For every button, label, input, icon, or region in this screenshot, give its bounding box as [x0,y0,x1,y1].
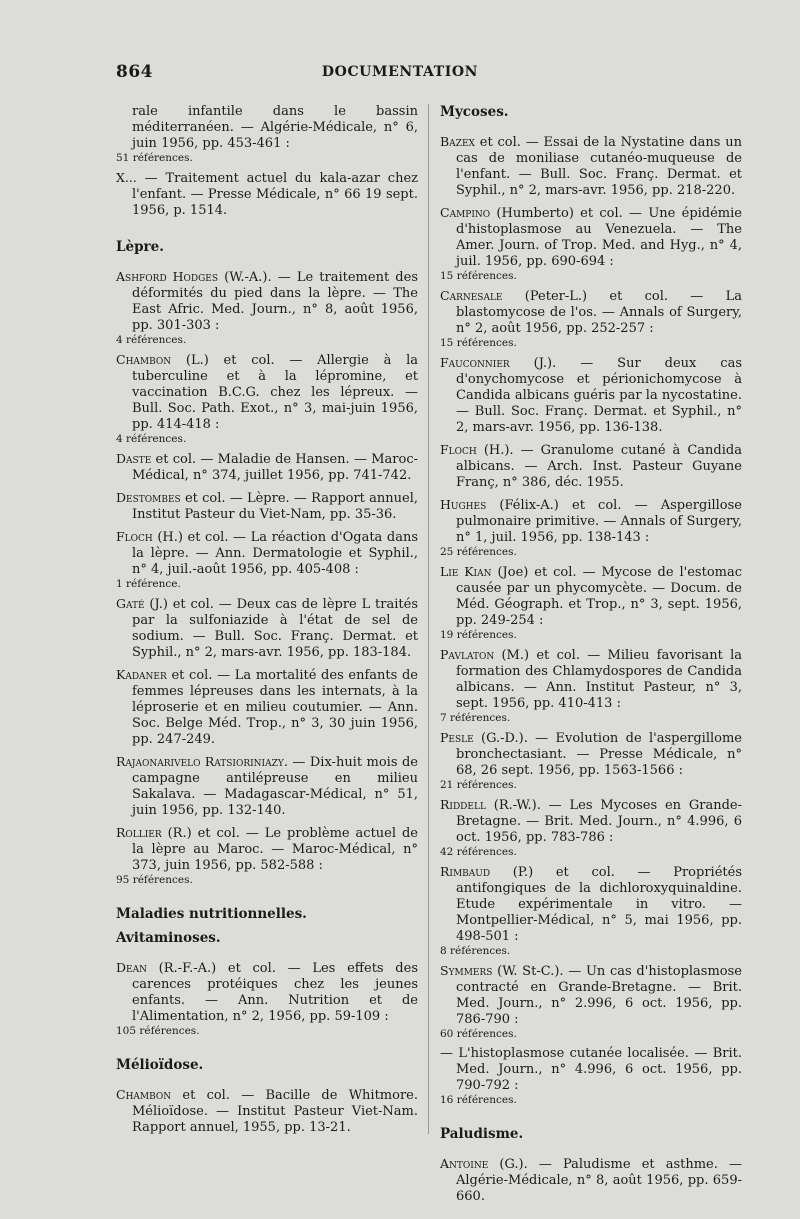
entry-text: (R.-F.-A.) et col. — Les effets des carences protéiques chez les jeunes enfants. — Ann. Nutrition et de l'Alimentation, n° 2, 1956, pp. 59-109 : [132,961,418,1024]
bibliography-entry [116,529,418,590]
bibliography-entry [440,355,742,436]
entry-text: (R.) et col. — Le problème actuel de la lèpre au Maroc. — Maroc-Médical, n° 373, juin 1956, pp. 582-588 : [132,826,418,873]
entry-author: Bazex [440,134,475,149]
entry-text: (W. St-C.). — Un cas d'histoplasmose contracté en Grande-Bretagne. — Brit. Med. Journ., n° 2.996, 6 oct. 1956, pp. 786-790 : [456,964,742,1027]
entry-author: Riddell [440,797,486,812]
entry-text: (H.). — Granulome cutané à Candida albicans. — Arch. Inst. Pasteur Guyane Franç, n° 386, déc. 1955. [456,443,742,490]
bibliography-entry [440,288,742,349]
entry-author: Floch [440,442,477,457]
entry-references: 105 références. [116,1025,200,1037]
bibliography-entry [116,490,418,523]
entry-author: Rajaonarivelo Ratsioriniazy [116,754,284,769]
entry-references: 60 références. [440,1028,517,1040]
entry-text: (P.) et col. — Propriétés antifongiques de la dichloroxyquinaldine. Etude expérimentale in vitro. — Montpellier-Médical, n° 5, mai 1956, pp. 498-501 : [456,865,742,944]
section-heading-avitaminoses: Avitaminoses. [116,930,221,946]
paludisme-list [440,1156,742,1205]
bibliography-entry [440,442,742,491]
entry-text: et col. — Maladie de Hansen. — Maroc-Médical, n° 374, juillet 1956, pp. 741-742. [132,452,418,483]
entry-text: et col. — Bacille de Whitmore. Mélioïdose. — Institut Pasteur Viet-Nam. Rapport annuel, 1955, pp. 13-21. [132,1088,418,1135]
entry-text: et col. — Lèpre. — Rapport annuel, Institut Pasteur du Viet-Nam, pp. 35-36. [132,491,418,522]
entry-author: Gaté [116,596,145,611]
bibliography-entry [116,269,418,346]
entry-author: Pesle [440,730,474,745]
entry-author: Dean [116,960,147,975]
entry-text: — L'histoplasmose cutanée localisée. — Brit. Med. Journ., n° 4.996, 6 oct. 1956, pp. 790-792 : [440,1046,742,1093]
entry-author: Daste [116,451,152,466]
section-heading-paludisme: Paludisme. [440,1126,524,1142]
entry-text: . — Dix-huit mois de campagne antilépreuse en milieu Sakalava. — Madagascar-Médical, n° 51, juin 1956, pp. 132-140. [132,755,418,818]
bibliography-entry [116,825,418,886]
page-header [0,0,800,100]
bibliography-entry [440,864,742,957]
bibliography-entry [116,667,418,748]
entry-references: 25 références. [440,546,517,558]
entry-author: Antoine [440,1156,489,1171]
left-column [116,104,418,1142]
bibliography-entry [116,754,418,819]
entry-author: Chambon [116,352,172,367]
entry-references: 21 références. [440,779,517,791]
entry-text: (L.) et col. — Allergie à la tuberculine et à la lépromine, et vaccination B.C.G. chez les lépreux. — Bull. Soc. Path. Exot., n° 3, mai-juin 1956, pp. 414-418 : [132,353,418,432]
bibliography-entry [440,497,742,558]
entry-author: Kadaner [116,667,167,682]
entry-author: Rollier [116,825,162,840]
entry-text: (Joe) et col. — Mycose de l'estomac causée par un phycomycète. — Docum. de Méd. Géograph. et Trop., n° 3, sept. 1956, pp. 249-254 : [456,565,743,628]
bibliography-entry [440,797,742,858]
entry-references: 15 références. [440,270,517,282]
entry-references: 95 références. [116,874,193,886]
entry-author: Destombes [116,490,181,505]
entry-text: (G.). — Paludisme et asthme. — Algérie-Médicale, n° 8, août 1956, pp. 659-660. [456,1157,742,1204]
bibliography-entry [440,564,742,641]
entry-text: (H.) et col. — La réaction d'Ogata dans la lèpre. — Ann. Dermatologie et Syphil., n° 4, juil.-août 1956, pp. 405-408 : [132,530,418,577]
entry-author: X... [116,170,137,185]
bibliography-entry [116,352,418,445]
entry-author: Hughes [440,497,487,512]
entry-author: Fauconnier [440,355,510,370]
entry-references: 7 références. [440,712,511,724]
bibliography-entry [116,596,418,661]
entry-text: et col. — La mortalité des enfants de femmes lépreuses dans les internats, à la léproserie et en milieu coutumier. — Ann. Soc. Belge Méd. Trop., n° 3, 30 juin 1956, pp. 247-249. [132,668,418,747]
avitaminoses-list [116,960,418,1037]
bibliography-entry [440,134,742,199]
entry-text: (Peter-L.) et col. — La blastomycose de l'os. — Annals of Surgery, n° 2, août 1956, pp. 252-257 : [456,289,742,336]
entry-text: (W.-A.). — Le traitement des déformités du pied dans la lèpre. — The East Afric. Med. Journ., n° 8, août 1956, pp. 301-303 : [132,270,418,333]
column-divider [428,104,429,1134]
entry-author: Pavlaton [440,647,495,662]
section-heading-melioidose: Mélioïdose. [116,1057,204,1073]
bibliography-entry [440,730,742,791]
entry-author: Chambon [116,1087,172,1102]
continued-entry [116,104,418,164]
right-column [440,104,742,1211]
entry-text: et col. — Essai de la Nystatine dans un cas de moniliase cutanéo-muqueuse de l'enfant. — Bull. Soc. Franç. Dermat. et Syphil., n° 2, mars-avr. 1956, pp. 218-220. [456,135,742,198]
melioidose-list [116,1087,418,1136]
bibliography-entry [440,963,742,1040]
entry-text: (Humberto) et col. — Une épidémie d'histoplasmose au Venezuela. — The Amer. Journ. of Trop. Med. and Hyg., n° 4, juil. 1956, pp. 690-694 : [456,206,742,269]
bibliography-entry [116,451,418,484]
bibliography-entry [440,1046,742,1106]
entry-references: 19 références. [440,629,517,641]
entry-references: 8 références. [440,945,511,957]
entry-references: 51 références. [116,152,193,164]
entry-author: Floch [116,529,153,544]
entry-author: Symmers [440,963,493,978]
entry-text: (J.). — Sur deux cas d'onychomycose et périonichomycose à Candida albicans guéris par la nycostatine. — Bull. Soc. Franç. Dermat. et Syphil., n° 2, mars-avr. 1956, pp. 136-138. [456,356,742,435]
entry-references: 1 référence. [116,578,181,590]
bibliography-entry [116,170,418,219]
lepre-list [116,269,418,886]
entry-text: (J.) et col. — Deux cas de lèpre L traités par la sulfoniazide à l'état de sel de sodium. — Bull. Soc. Franç. Dermat. et Syphil., n° 2, mars-avr. 1956, pp. 183-184. [132,597,418,660]
bibliography-entry [440,1156,742,1205]
bibliography-entry [116,1087,418,1136]
entry-references: 16 références. [440,1094,517,1106]
page-number: 864 [116,62,153,82]
entry-text: rale infantile dans le bassin méditerranéen. — Algérie-Médicale, n° 6, juin 1956, pp. 453-461 : [132,104,418,151]
entry-author: Carnesale [440,288,503,303]
entry-author: Ashford Hodges [116,269,219,284]
entry-text: (G.-D.). — Evolution de l'aspergillome bronchectasiant. — Presse Médicale, n° 68, 26 sept. 1956, pp. 1563-1566 : [456,731,742,778]
entry-text: — Traitement actuel du kala-azar chez l'enfant. — Presse Médicale, n° 66 19 sept. 1956, p. 1514. [132,171,418,218]
mycoses-list [440,134,742,1106]
entry-author: Lie Kian [440,564,492,579]
section-heading-nutrition: Maladies nutritionnelles. [116,906,307,922]
section-heading-lepre: Lèpre. [116,239,164,255]
entry-author: Rimbaud [440,864,491,879]
section-heading-mycoses: Mycoses. [440,104,509,120]
bibliography-entry [116,960,418,1037]
entry-text: (M.) et col. — Milieu favorisant la formation des Chlamydospores de Candida albicans. — Ann. Institut Pasteur, n° 3, sept. 1956, pp. 410-413 : [456,648,742,711]
page-title: DOCUMENTATION [321,64,479,80]
bibliography-entry [440,205,742,282]
entry-text: (R.-W.). — Les Mycoses en Grande-Bretagne. — Brit. Med. Journ., n° 4.996, 6 oct. 1956, pp. 783-786 : [456,798,742,845]
entry-references: 15 références. [440,337,517,349]
entry-text: (Félix-A.) et col. — Aspergillose pulmonaire primitive. — Annals of Surgery, n° 1, juil. 1956, pp. 138-143 : [456,498,742,545]
entry-references: 42 références. [440,846,517,858]
bibliography-entry [440,647,742,724]
entry-author: Campino [440,205,491,220]
entry-references: 4 références. [116,433,187,445]
entry-references: 4 références. [116,334,187,346]
